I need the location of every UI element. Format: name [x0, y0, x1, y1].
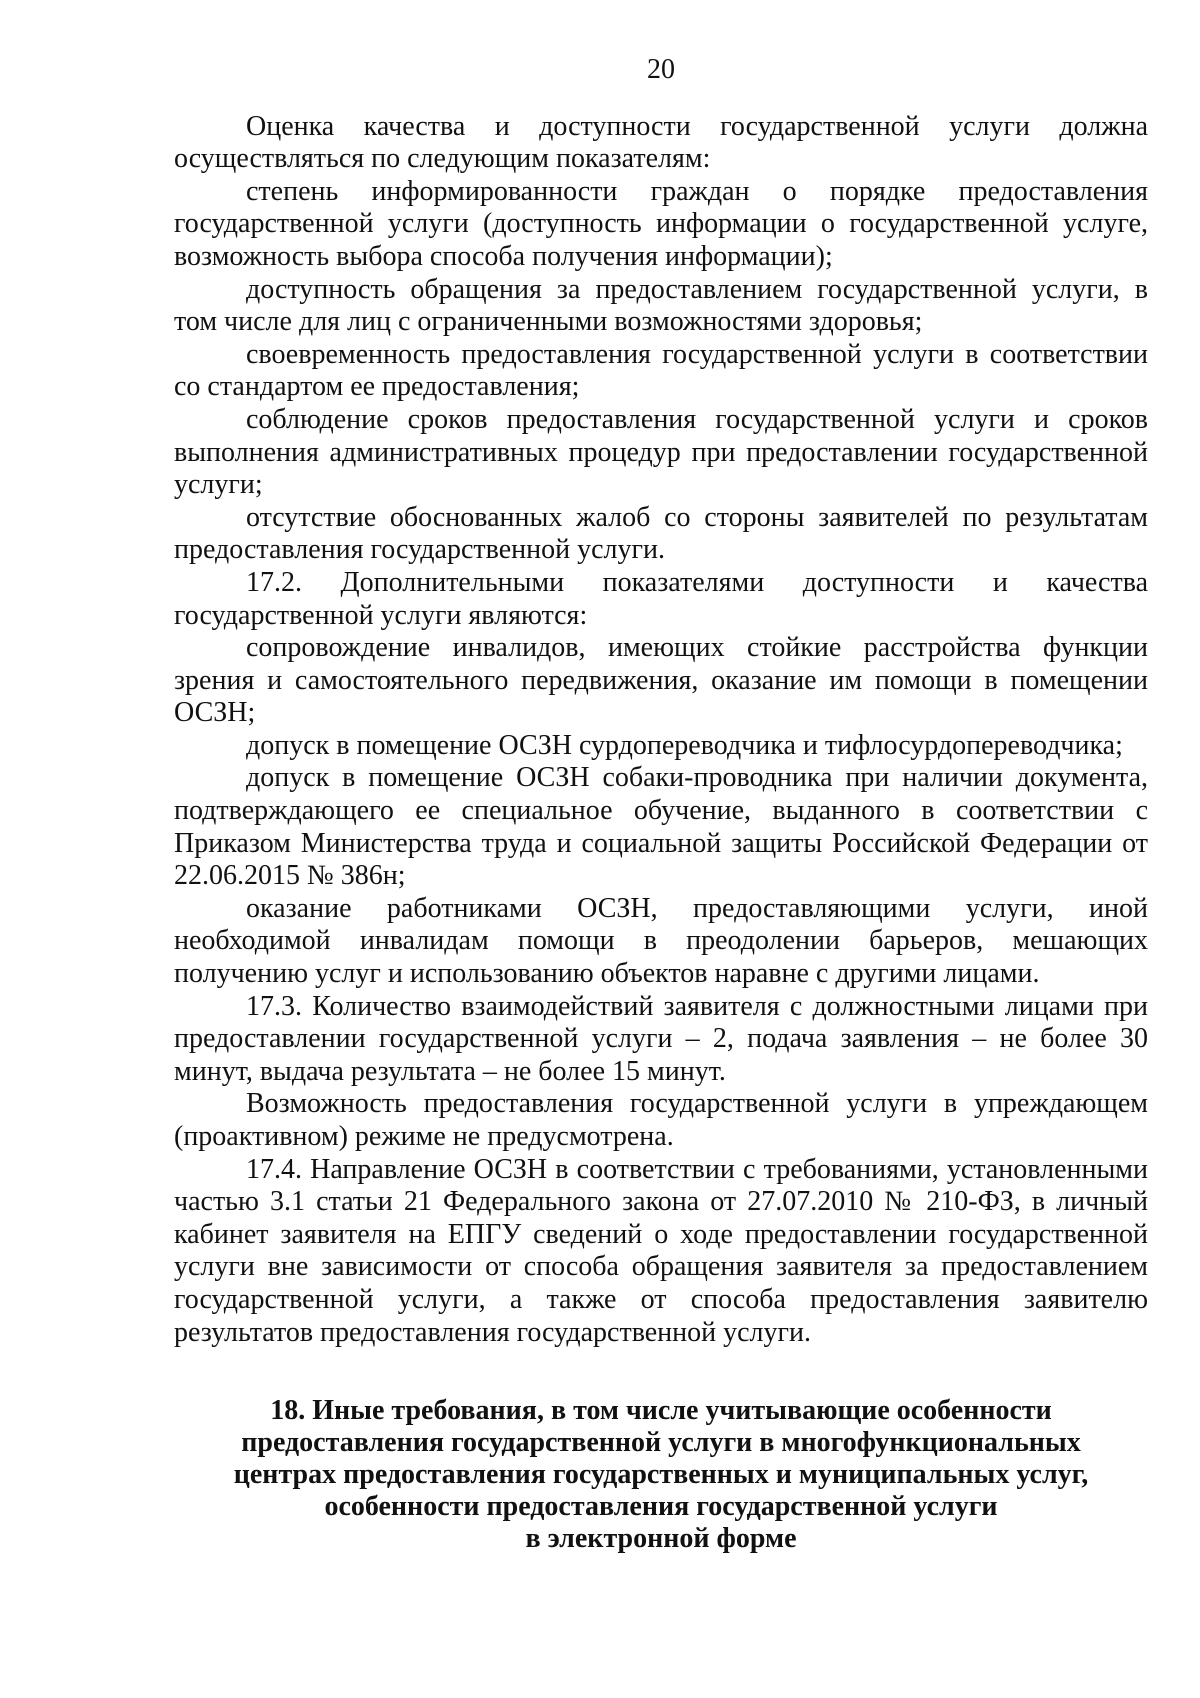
paragraph: оказание работниками ОСЗН, предоставляющими услуги, иной необходимой инвалидам помощи в преодолении барьеров, мешающих получению услуг и использованию объектов наравне с другими лицами.: [174, 892, 1148, 990]
section-heading: [174, 1395, 1148, 1555]
paragraph: 17.4. Направление ОСЗН в соответствии с требованиями, установленными частью 3.1 статьи 21 Федерального закона от 27.07.2010 № 210-ФЗ, в личный кабинет заявителя на ЕПГУ сведений о ходе предоставлении государственной услуги вне зависимости от способа обращения заявителя за предоставлением государственной услуги, а также от способа предоставления заявителю результатов предоставления государственной услуги.: [174, 1153, 1148, 1348]
paragraph: допуск в помещение ОСЗН собаки-проводника при наличии документа, подтверждающего ее специальное обучение, выданного в соответствии с Приказом Министерства труда и социальной защиты Российской Федерации от 22.06.2015 № 386н;: [174, 762, 1148, 892]
section-heading-line: предоставления государственной услуги в многофункциональных: [241, 1427, 1081, 1459]
section-heading-line: 18. Иные требования, в том числе учитывающие особенности: [270, 1395, 1052, 1427]
paragraph: доступность обращения за предоставлением государственной услуги, в том числе для лиц с ограниченными возможностями здоровья;: [174, 273, 1148, 338]
paragraph: сопровождение инвалидов, имеющих стойкие расстройства функции зрения и самостоятельного передвижения, оказание им помощи в помещении ОСЗН;: [174, 632, 1148, 729]
paragraph: соблюдение сроков предоставления государственной услуги и сроков выполнения административных процедур при предоставлении государственной услуги;: [174, 403, 1148, 501]
section-heading-line: особенности предоставления государственной услуги: [324, 1491, 998, 1523]
paragraph: степень информированности граждан о порядке предоставления государственной услуги (доступность информации о государственной услуге, возможность выбора способа получения информации);: [174, 175, 1148, 272]
paragraph: своевременность предоставления государственной услуги в соответствии со стандартом ее предоставления;: [174, 338, 1148, 403]
paragraph: Возможность предоставления государственной услуги в упреждающем (проактивном) режиме не предусмотрена.: [174, 1088, 1148, 1152]
paragraph: 17.2. Дополнительными показателями доступности и качества государственной услуги являются:: [174, 566, 1148, 631]
paragraph: 17.3. Количество взаимодействий заявителя с должностными лицами при предоставлении государственной услуги – 2, подача заявления – не более 30 минут, выдача результата – не более 15 минут.: [174, 990, 1148, 1087]
paragraph: Оценка качества и доступности государственной услуги должна осуществляться по следующим показателям:: [174, 110, 1148, 175]
section-heading-line: в электронной форме: [525, 1523, 797, 1555]
section-heading-line: центрах предоставления государственных и муниципальных услуг,: [233, 1459, 1089, 1491]
paragraph: отсутствие обоснованных жалоб со стороны заявителей по результатам предоставления государственной услуги.: [174, 501, 1148, 566]
document-body: [174, 111, 1148, 1350]
page-number: 20: [647, 54, 675, 85]
paragraph: допуск в помещение ОСЗН сурдопереводчика и тифлосурдопереводчика;: [246, 729, 1123, 761]
